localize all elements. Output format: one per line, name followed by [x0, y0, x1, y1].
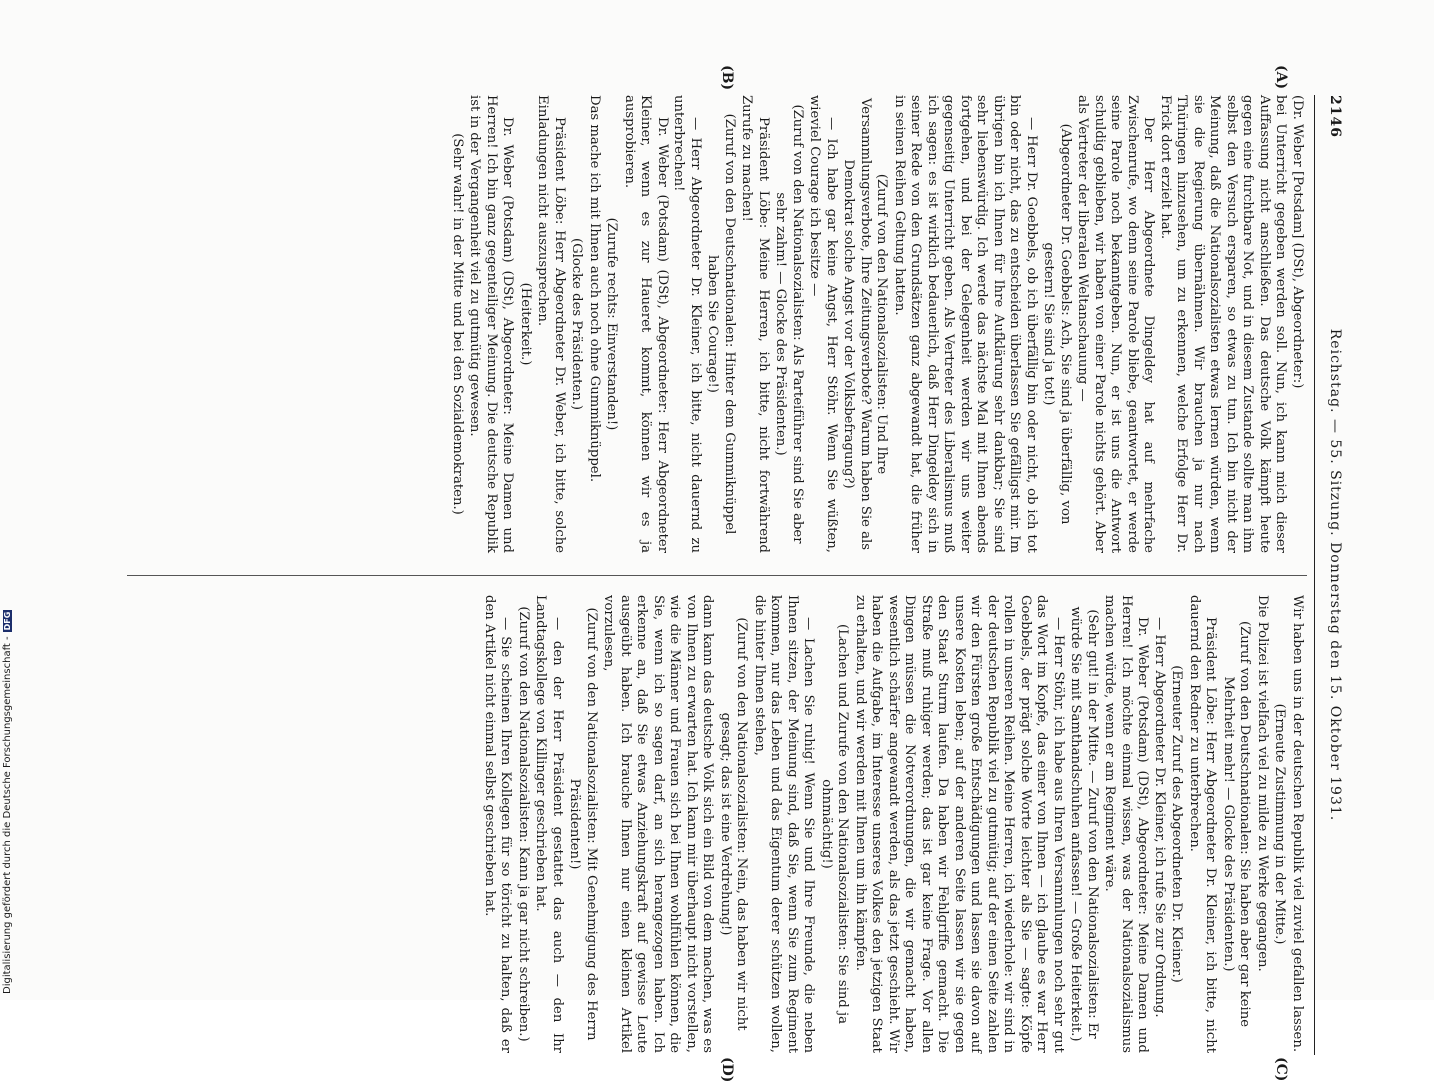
paragraph: — Herr Abgeordneter Dr. Kleiner, ich bitte, nicht dauernd zu unterbrechen!	[671, 95, 703, 553]
paragraph: — Herr Stöhr, ich habe aus Ihren Versammlungen noch sehr gut das Wort im Kopfe, das einer von Ihnen — ich glaube es war Herr Goebbels, der prägt solche Worte leichter als Sie — sagte: Köpfe rollen in unseren Reihen. Meine Herren, ich wiederhole: wir sind in der deutschen Republik viel zu gutmütig; auf der einen Seite zahlen wir den Fürsten große Entschädigungen und lassen sie davon auf unsere Kosten leben; auf der anderen Seite lassen wir sie gegen den Staat Sturm laufen. Da haben wir Fehlgriffe gemacht. Die Straße muß ruhiger werden; das ist gar keine Frage. Vor allen Dingen müssen die Notverordnungen, die wir gemacht haben, wesentlich schärfer angewandt werden, als das jetzt geschieht. Wir haben die Aufgabe, im Interesse unseres Volkes den jetzigen Staat zu erhalten, und wir werden mit Ihnen um ihn kämpfen.	[853, 595, 1066, 1053]
paragraph: (Dr. Weber [Potsdam] (DSt), Abgeordneter:)	[1290, 95, 1305, 389]
paragraph: (Glocke des Präsidenten.)	[569, 237, 585, 411]
paragraph: (Sehr gut! in der Mitte. — Zuruf von den Nationalsozialisten: Er würde Sie mit Samthandschuhen anfassen! — Große Heiterkeit.)	[1068, 606, 1100, 1042]
paragraph: (Lachen und Zurufe von den Nationalsozialisten: Sie sind ja ohnmächtig!)	[819, 623, 851, 1024]
running-title: Reichstag. — 55. Sitzung. Donnerstag den 15. Oktober 1931.	[1327, 328, 1343, 822]
paragraph: (Zuruf von den Nationalsozialisten: Mit Genehmigung des Herrn Präsidenten!)	[567, 607, 599, 1041]
paragraph: (Heiterkeit.)	[518, 282, 533, 366]
margin-letter-a: (A)	[1273, 65, 1289, 90]
paragraph: Wir haben uns in der deutschen Republik viel zuviel gefallen lassen.	[1290, 595, 1305, 1053]
paragraph: Dr. Weber (Potsdam) (DSt), Abgeordneter: Meine Damen und Herren! Ich bin ganz gegenteiliger Meinung. Die deutsche Republik ist in der Vergangenheit viel zu gutmütig gewesen.	[467, 95, 516, 553]
margin-letter-d: (D)	[719, 1057, 735, 1082]
paragraph: — den der Herr Präsident gestattet das auch — den Ihr Landtagskollege von Killinger geschrieben hat.	[533, 595, 565, 1053]
digitization-note	[2, 610, 13, 994]
paragraph: — Herr Abgeordneter Dr. Kleiner, ich rufe Sie zur Ordnung.	[1152, 617, 1167, 1018]
paragraph: (Zuruf von den Deutschnationalen: Hinter dem Gummiknüppel haben Sie Courage!)	[705, 113, 737, 535]
column-divider	[127, 575, 1307, 576]
paragraph: — Herr Dr. Goebbels, ob ich überfällig bin oder nicht, ob ich tot bin oder nicht, das zu entscheiden überlassen Sie gefälligst mir. Im übrigen bin ich Ihnen für Ihre Aufklärung sehr dankbar; Sie sind sehr liebenswürdig. Ich werde das nächste Mal mit Ihnen abends fortgehen, und bei der Gelegenheit werden wir uns weiter gegenseitig Unterricht geben. Als Vertreter des Liberalismus muß ich sagen: es ist wirklich bedauerlich, daß Herr Dingeldey sich in seiner Rede von den Grundsätzen ganz abgewandt hat, die früher in seinen Reihen Geltung hatten.	[892, 95, 1039, 553]
page-header	[1317, 95, 1347, 1055]
paragraph: (Zuruf von den Nationalsozialisten: Nein, das haben wir nicht gesagt; das ist eine Verdrehung!)	[718, 617, 750, 1031]
rotated-document-page	[117, 65, 1347, 1082]
left-text-column	[448, 95, 1306, 553]
paragraph: Dr. Weber (Potsdam) (DSt), Abgeordneter: Herr Abgeordneter Kleiner, wenn es zur Haueret kommt, können wir es ja ausprobieren.	[622, 95, 670, 553]
paragraph: — Lachen Sie ruhig! Wenn Sie und Ihre Freunde, die neben Ihnen sitzen, der Meinung sind, daß Sie, wenn Sie zum Regiment kommen, nur das Leben und das Eigentum derer schützen wollen, die hinter Ihnen stehen,	[752, 595, 817, 1053]
paragraph: (Zuruf von den Deutschnationalen: Sie haben aber gar keine Mehrheit mehr! — Glocke des Präsidenten.)	[1221, 620, 1253, 1028]
margin-letter-b: (B)	[719, 65, 735, 91]
paragraph: Präsident Löbe: Meine Herren, ich bitte, nicht fortwährend Zurufe zu machen!	[739, 95, 771, 553]
paragraph: Das mache ich mit Ihnen auch noch ohne Gummiknüppel.	[587, 95, 602, 483]
margin-letter-c: (C)	[1273, 1057, 1289, 1082]
paragraph: Die Polizei ist vielfach viel zu milde zu Werke gegangen.	[1255, 595, 1270, 972]
paragraph: Dr. Weber (Potsdam) (DSt), Abgeordneter: Meine Damen und Herren! Ich möchte einmal wissen, was der Nationalsozialismus machen würde, wenn er am Regiment wäre.	[1102, 595, 1151, 1053]
paragraph: — Sie scheinen Ihren Kollegen für so töricht zu halten, daß er den Artikel nicht einmal selbst geschrieben hat.	[482, 595, 514, 1053]
paragraph: Präsident Löbe: Herr Abgeordneter Dr. Kleiner, ich bitte, nicht dauernd den Redner zu unterbrechen.	[1187, 595, 1219, 1053]
paragraph: bei Unterricht gegeben werden soll. Nun, ich kann mich dieser Auffassung nicht anschließen. Das deutsche Volk kämpft heute gegen eine furchtbare Not, und in diesem Zustande sollte man ihm selbst den Versuch ersparen, so etwas zu tun. Ich bin nicht der Meinung, daß die Nationalsozialisten etwas lernen würden, wenn sie die Regierung übernähmen. Wir brauchen ja nur nach Thüringen hinzusehen, um zu erkennen, welche Erfolge Herr Dr. Frick dort erzielt hat.	[1158, 95, 1289, 553]
paragraph: (Abgeordneter Dr. Goebbels: Ach, Sie sind ja überfällig, von gestern! Sie sind ja tot!)	[1041, 123, 1073, 525]
paragraph: Präsident Löbe: Herr Abgeordneter Dr. Weber, ich bitte, solche Einladungen nicht auszusprechen.	[535, 95, 567, 553]
paragraph: (Erneuter Zuruf des Abgeordneten Dr. Kleiner.)	[1169, 665, 1185, 983]
paragraph: (Sehr wahr! in der Mitte und bei den Sozialdemokraten.)	[450, 133, 465, 515]
dfg-logo: DFG	[3, 611, 12, 631]
digitization-note-text: Digitalisierung gefördert durch die Deutsche Forschungsgemeinschaft -	[2, 636, 13, 994]
header-rule	[1314, 95, 1315, 1055]
paragraph: (Zuruf von den Nationalsozialisten: Als Parteiführer sind Sie aber sehr zahm! — Glocke des Präsidenten.)	[773, 104, 805, 544]
paragraph: (Zurufe rechts: Einverstanden!)	[604, 217, 620, 431]
paragraph: (Erneute Zustimmung in der Mitte.)	[1272, 703, 1288, 945]
paragraph: — Ich habe gar keine Angst, Herr Stöhr. Wenn Sie wüßten, wieviel Courage ich besitze —	[807, 95, 839, 553]
paragraph: Der Herr Abgeordnete Dingeldey hat auf mehrfache Zwischenrufe, wo denn seine Parole bliebe, geantwortet, er werde seine Parole noch bekanntgeben. Nun, er ist uns die Antwort schuldig geblieben, wir haben von einer Parole nichts gehört. Aber als Vertreter der liberalen Weltanschauung —	[1075, 95, 1157, 553]
paragraph: (Zuruf von den Nationalsozialisten: Und Ihre Versammlungsverbote, Ihre Zeitungsverbote? Warum haben Sie als Demokrat solche Angst vor der Volksbefragung?)	[841, 97, 890, 551]
right-text-column	[481, 595, 1306, 1053]
paragraph: dann kann das deutsche Volk sich ein Bild von dem machen, was es von Ihnen zu erwarten hat. Ich kann mir überhaupt nicht vorstellen, wie die Männer und Frauen sich bei Ihnen wohlfühlen können, die Sie, wenn ich so sagen darf, an sich herangezogen haben. Ich erkenne an, daß Sie etwas Anziehungskraft auf gewisse Leute ausgeübt haben. Ich brauche Ihnen nur einen kleinen Artikel vorzulesen,	[601, 595, 716, 1053]
paragraph: (Zuruf von den Nationalsozialisten: Kann ja gar nicht schreiben.)	[516, 606, 531, 1042]
page-number: 2146	[1327, 95, 1343, 138]
